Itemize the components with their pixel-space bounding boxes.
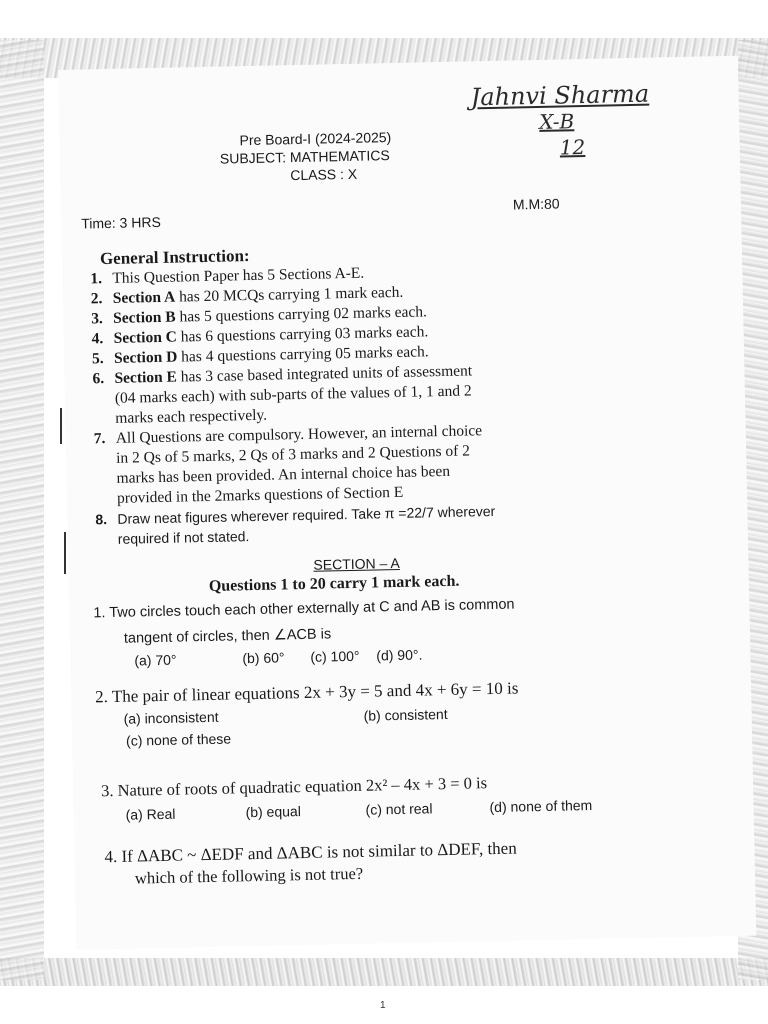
question-3-option-d: (d) none of them xyxy=(489,796,593,816)
question-1-option-c: (c) 100° xyxy=(310,647,360,665)
instruction-item xyxy=(94,419,576,509)
instruction-number: 3. xyxy=(91,310,104,328)
question-3-option-a: (a) Real xyxy=(125,805,176,823)
instruction-text: has 4 questions carrying 05 marks each. xyxy=(177,343,429,366)
question-2-option-b: (b) consistent xyxy=(363,705,448,724)
handwritten-roll-number: 12 xyxy=(559,134,586,160)
instruction-text: Draw neat figures wherever required. Take π =22/7 wherever required if not stated. xyxy=(117,502,496,547)
instruction-number: 2. xyxy=(90,290,103,308)
question-1-option-d: (d) 90°. xyxy=(376,646,423,664)
instruction-text: has 20 MCQs carrying 1 mark each. xyxy=(175,283,404,306)
question-2-text: 2. The pair of linear equations 2x + 3y = 5 and 4x + 6y = 10 is xyxy=(94,678,519,707)
question-3-option-b: (b) equal xyxy=(245,803,302,821)
margin-pen-mark xyxy=(64,532,66,574)
scan-noise-bottom xyxy=(0,958,768,986)
question-paper-sheet xyxy=(58,56,756,950)
instruction-item xyxy=(92,359,573,429)
instruction-number: 1. xyxy=(90,270,103,288)
instruction-number: 5. xyxy=(91,350,104,368)
instruction-text: All Questions are compulsory. However, an internal choice in 2 Qs of 5 marks, 2 Qs of 3 marks and 2 Questions of 2 marks has been provided. An internal choice has been provided in the 2marks questions of Section E xyxy=(115,422,483,507)
question-1-option-a: (a) 70° xyxy=(134,651,177,669)
instruction-number: 6. xyxy=(92,370,105,388)
handwritten-class-section: X-B xyxy=(538,109,575,134)
question-1-text-line2: tangent of circles, then ∠ACB is xyxy=(123,626,332,647)
instruction-section-name: Section A xyxy=(112,288,176,307)
exam-subject: SUBJECT: MATHEMATICS xyxy=(219,147,390,167)
instruction-section-name: Section E xyxy=(114,368,178,387)
instruction-section-name: Section C xyxy=(113,328,178,347)
instruction-section-name: Section B xyxy=(113,308,176,327)
section-a-title: SECTION – A xyxy=(313,554,400,573)
question-3-text: 3. Nature of roots of quadratic equation 2x² – 4x + 3 = 0 is xyxy=(100,773,488,801)
question-1-option-b: (b) 60° xyxy=(242,649,285,667)
exam-class: CLASS : X xyxy=(290,165,358,184)
question-2-option-c: (c) none of these xyxy=(125,730,232,749)
instruction-text: has 6 questions carrying 03 marks each. xyxy=(176,323,429,346)
instruction-section-name: Section D xyxy=(113,348,178,367)
question-3-option-c: (c) not real xyxy=(365,800,433,818)
section-a-subtitle: Questions 1 to 20 carry 1 mark each. xyxy=(208,572,460,595)
instruction-text: has 5 questions carrying 02 marks each. xyxy=(175,303,428,326)
instruction-number: 7. xyxy=(93,430,106,448)
instruction-list xyxy=(90,259,576,549)
exam-board-title: Pre Board-I (2024-2025) xyxy=(239,129,392,149)
scan-noise-left xyxy=(0,40,44,980)
general-instruction-title: General Instruction: xyxy=(99,246,250,269)
question-4-text-line2: which of the following is not true? xyxy=(134,863,364,888)
instruction-text: has 3 case based integrated units of assessment (04 marks each) with sub-parts of the values of 1, 1 and 2 marks each respectively. xyxy=(114,362,473,427)
question-4-text: 4. If ΔABC ~ ΔEDF and ΔABC is not similar to ΔDEF, then xyxy=(104,838,517,867)
instruction-number: 4. xyxy=(91,330,104,348)
handwritten-student-name: Jahnvi Sharma xyxy=(470,79,650,112)
max-marks: M.M:80 xyxy=(512,195,560,213)
page-number: 1 xyxy=(380,1000,386,1011)
exam-time: Time: 3 HRS xyxy=(81,213,161,232)
instruction-number: 8. xyxy=(95,511,108,528)
question-1-text: 1. Two circles touch each other externally at C and AB is common xyxy=(93,596,515,622)
instruction-text: This Question Paper has 5 Sections A-E. xyxy=(112,264,365,287)
question-2-option-a: (a) inconsistent xyxy=(123,708,219,727)
margin-pen-mark xyxy=(60,408,62,444)
